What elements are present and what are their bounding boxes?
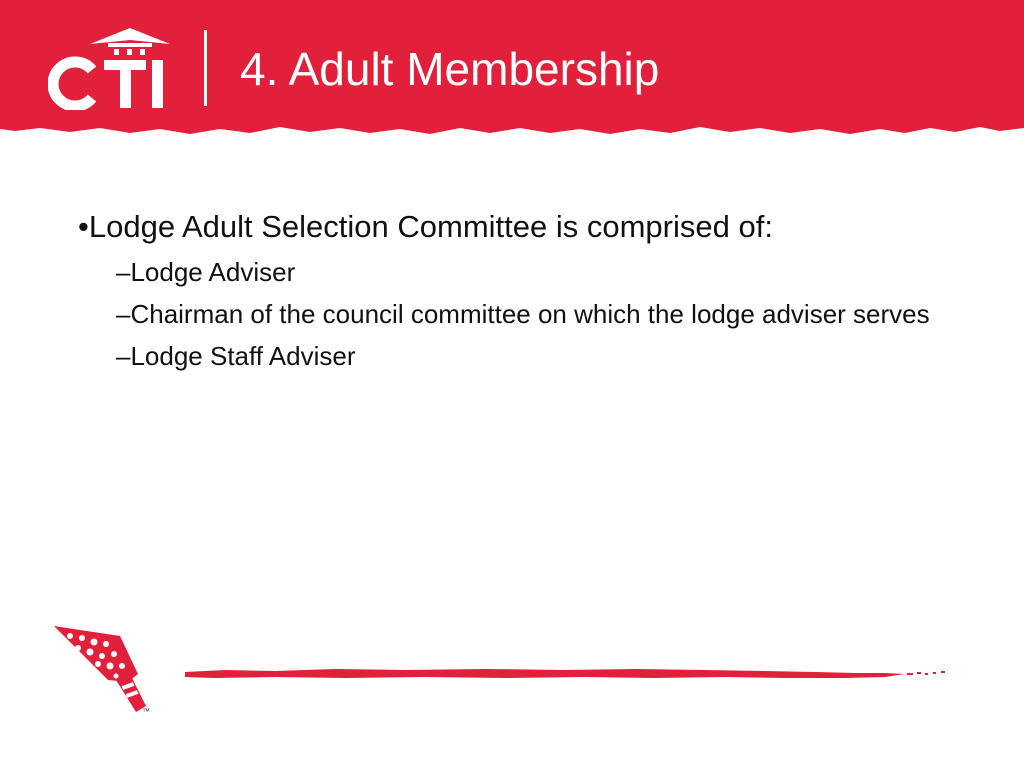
slide-title: 4. Adult Membership xyxy=(240,43,660,95)
header-divider xyxy=(204,30,207,106)
slide-body xyxy=(78,208,978,380)
header-banner xyxy=(0,0,1024,140)
trademark-symbol: ™ xyxy=(142,707,150,716)
bullet-item: •Lodge Adult Selection Committee is comprised of: xyxy=(78,209,773,244)
sub-bullet-item: –Lodge Adviser xyxy=(116,257,296,287)
sub-bullet-item: –Lodge Staff Adviser xyxy=(116,341,356,371)
sub-bullet-item: –Chairman of the council committee on which the lodge adviser serves xyxy=(116,299,930,329)
footer-brush-line xyxy=(185,664,950,684)
sub-bullet-list xyxy=(78,254,978,374)
cti-logo-text: CTI xyxy=(48,26,50,27)
arrowhead-logo xyxy=(50,622,160,718)
cti-logo xyxy=(48,26,178,110)
